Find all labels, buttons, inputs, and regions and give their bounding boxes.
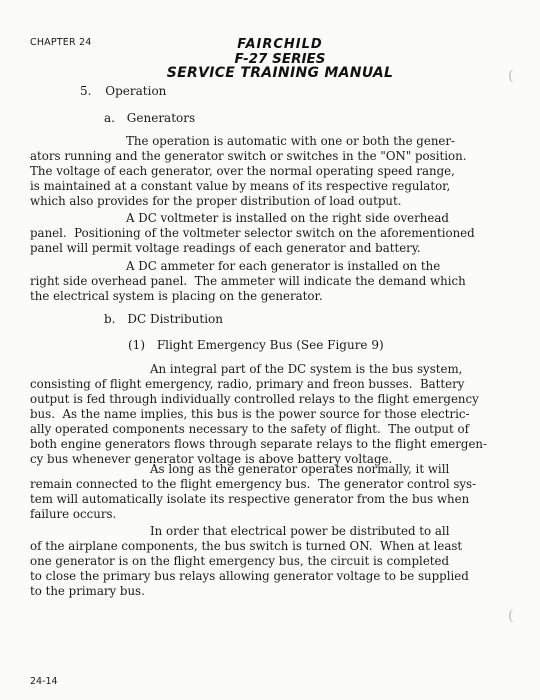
paragraph-line: A DC ammeter for each generator is installed on the [126,259,441,273]
subsection-b-title: DC Distribution [127,312,223,326]
subsection-b-heading [104,312,223,326]
paragraph-line: The operation is automatic with one or both the gener- [126,134,456,148]
page-number: 24-14 [30,676,58,687]
paragraph-line: In order that electrical power be distributed to all [150,524,450,538]
manual-title: SERVICE TRAINING MANUAL [166,65,394,81]
section-number: 5. [80,84,92,98]
paragraph-line: which also provides for the proper distribution of load output. [30,194,402,208]
subsection-b1-number: (1) [128,338,145,352]
paragraph-line: tem will automatically isolate its respective generator from the bus when [30,492,470,506]
paragraph-line: panel. Positioning of the voltmeter selector switch on the aforementioned [30,226,475,240]
subsection-b-letter: b. [104,312,116,326]
brand-title: FAIRCHILD [237,37,323,52]
paragraph-line: failure occurs. [30,507,117,521]
binder-hole-mark-top: ( [508,68,514,84]
subsection-a-title: Generators [126,111,196,125]
paragraph-line: output is fed through individually controlled relays to the flight emergency [30,392,479,406]
paragraph-line: ally operated components necessary to the safety of flight. The output of [30,422,469,436]
subsection-a-heading [104,111,195,125]
paragraph-line: right side overhead panel. The ammeter will indicate the demand which [30,274,466,288]
chapter-label: CHAPTER 24 [30,37,92,48]
paragraph-line: one generator is on the flight emergency bus, the circuit is completed [30,554,450,568]
paragraph-line: to close the primary bus relays allowing generator voltage to be supplied [30,569,469,583]
paragraph-line: bus. As the name implies, this bus is the power source for those electric- [30,407,470,421]
paragraph-line: the electrical system is placing on the generator. [30,289,323,303]
paragraph-line: remain connected to the flight emergency bus. The generator control sys- [30,477,477,491]
paragraph-line: panel will permit voltage readings of each generator and battery. [30,241,421,255]
paragraph-line: ators running and the generator switch or switches in the "ON" position. [30,149,467,163]
series-title: F-27 SERIES [234,51,326,67]
paragraph-line: As long as the generator operates normally, it will [150,462,450,476]
paragraph-line: both engine generators flows through separate relays to the flight emergen- [30,437,488,451]
paragraph-line: of the airplane components, the bus switch is turned ON. When at least [30,539,463,553]
subsection-b1-heading [128,338,384,352]
paragraph-line: to the primary bus. [30,584,145,598]
subsection-a-letter: a. [104,111,115,125]
paragraph-generator-control [30,462,476,522]
paragraph-line: A DC voltmeter is installed on the right side overhead [126,211,449,225]
paragraph-voltmeter [30,211,475,256]
paragraph-bus-system [30,362,487,467]
paragraph-line: is maintained at a constant value by means of its respective regulator, [30,179,451,193]
section-heading [80,84,166,98]
paragraph-ammeter [30,259,466,304]
paragraph-line: An integral part of the DC system is the bus system, [150,362,463,376]
paragraph-bus-switch [30,524,469,599]
paragraph-line: consisting of flight emergency, radio, primary and freon busses. Battery [30,377,465,391]
section-title: Operation [105,84,167,98]
paragraph-line: cy bus whenever generator voltage is above battery voltage. [30,452,393,466]
paragraph-line: The voltage of each generator, over the normal operating speed range, [30,164,455,178]
binder-hole-mark-bottom: ( [508,608,514,624]
paragraph-generators-operation [30,134,466,209]
subsection-b1-title: Flight Emergency Bus (See Figure 9) [156,338,384,352]
